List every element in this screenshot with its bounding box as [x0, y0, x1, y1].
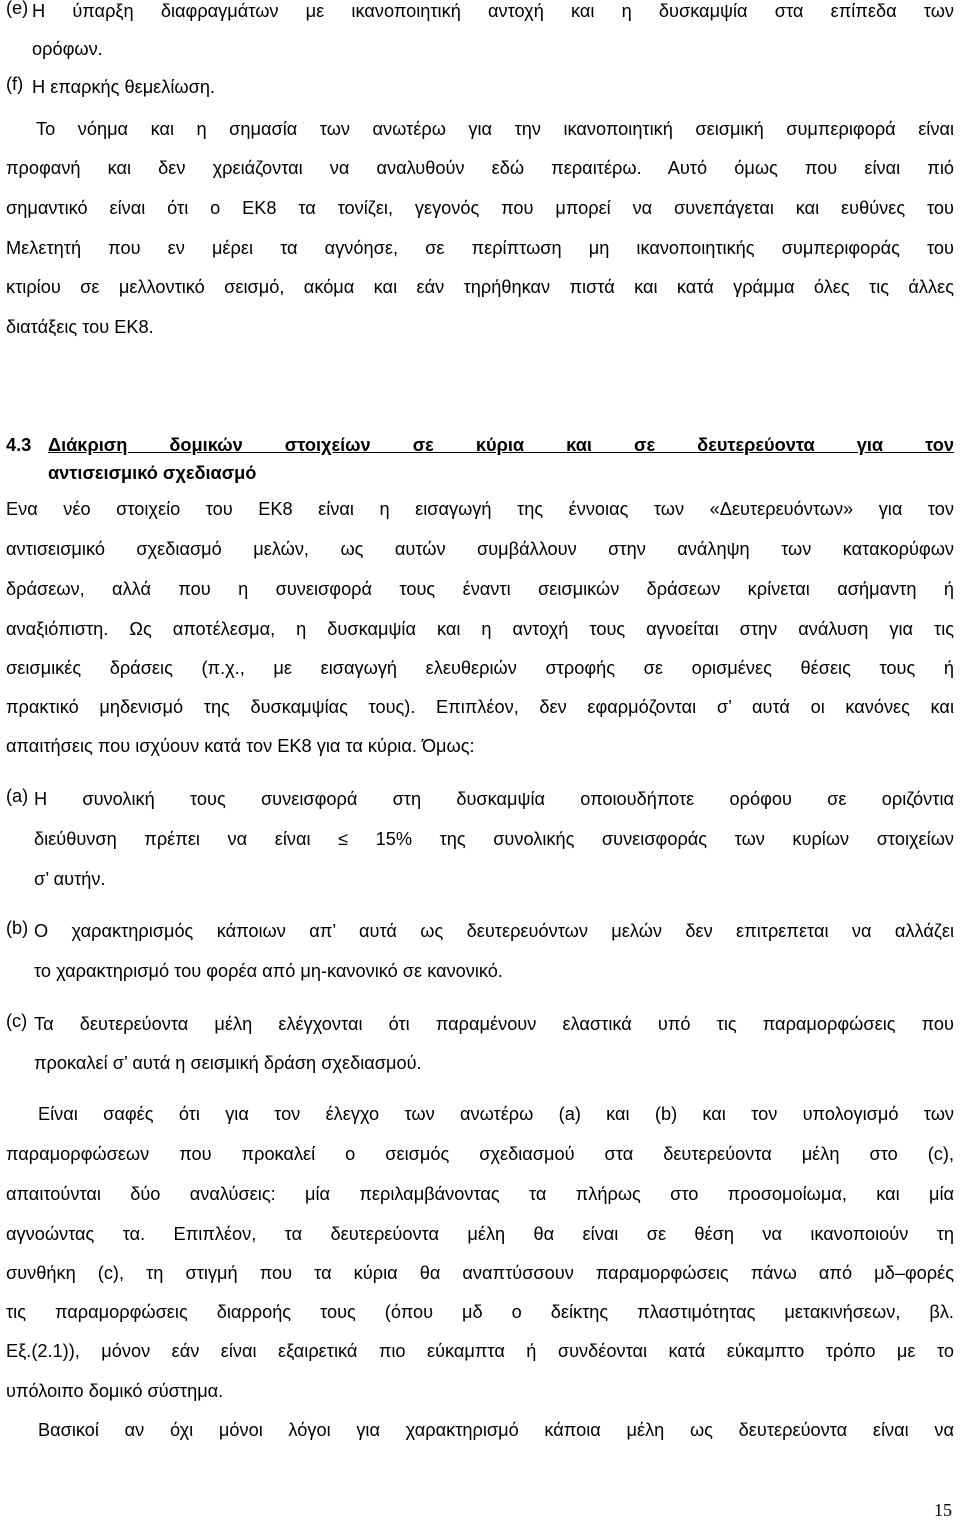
para3-line-7: Εξ.(2.1)), μόνον εάν είναι εξαιρετικά πιο εύκαμπτα ή συνδέονται κατά εύκαμπτο τρόπο με το: [6, 1341, 954, 1361]
item-a-line-2: διεύθυνση πρέπει να είναι ≤ 15% της συνολικής συνεισφοράς των κυρίων στοιχείων: [34, 829, 954, 849]
para2-line-6: πρακτικό μηδενισμό της δυσκαμψίας τους). Επιπλέον, δεν εφαρμόζονται σ’ αυτά οι κανόνες και: [6, 697, 954, 717]
page-number: 15: [934, 1500, 952, 1520]
para3-line-4: αγνοώντας τα. Επιπλέον, τα δευτερεύοντα μέλη θα είναι σε θέση να ικανοποιούν τη: [6, 1224, 954, 1244]
section-title-line-1: Διάκριση δομικών στοιχείων σε κύρια και σε δευτερεύοντα για τον: [48, 435, 954, 455]
section-heading: [6, 432, 954, 458]
para3-line-1: Είναι σαφές ότι για τον έλεγχο των ανωτέρω (a) και (b) και τον υπολογισμό των: [38, 1104, 954, 1124]
item-a-line-3: σ’ αυτήν.: [34, 869, 106, 889]
item-e-line-1: Η ύπαρξη διαφραγμάτων με ικανοποιητική αντοχή και η δυσκαμψία στα επίπεδα των: [32, 1, 954, 21]
para3-line-5: συνθήκη (c), τη στιγμή που τα κύρια θα αναπτύσσουν παραμορφώσεις πάνω από μδ–φορές: [6, 1263, 954, 1283]
para1-line-5: κτιρίου σε μελλοντικό σεισμό, ακόμα και εάν τηρήθηκαν πιστά και κατά γράμμα όλες τις άλλες: [6, 277, 954, 297]
item-a-line-1: Η συνολική τους συνεισφορά στη δυσκαμψία οποιουδήποτε ορόφου σε οριζόντια: [34, 789, 954, 809]
para4-line-1: Βασικοί αν όχι μόνοι λόγοι για χαρακτηρισμό κάποια μέλη ως δευτερεύοντα είναι να: [38, 1420, 954, 1440]
item-a-label: (a): [6, 786, 29, 806]
para1-line-6: διατάξεις του ΕΚ8.: [6, 317, 154, 337]
para2-line-5: σεισμικές δράσεις (π.χ., με εισαγωγή ελευθεριών στροφής σε ορισμένες θέσεις τους ή: [6, 658, 954, 678]
item-c-label: (c): [6, 1011, 28, 1031]
item-e-label: (e): [6, 0, 29, 18]
para2-line-2: αντισεισμικό σχεδιασμό μελών, ως αυτών συμβάλλουν στην ανάληψη των κατακορύφων: [6, 539, 954, 559]
item-c-line-1: Τα δευτερεύοντα μέλη ελέγχονται ότι παραμένουν ελαστικά υπό τις παραμορφώσεις που: [34, 1014, 954, 1034]
section-number: 4.3: [6, 435, 32, 455]
para1-line-4: Μελετητή που εν μέρει τα αγνόησε, σε περίπτωση μη ικανοποιητικής συμπεριφοράς του: [6, 238, 954, 258]
para2-line-1: Ενα νέο στοιχείο του ΕΚ8 είναι η εισαγωγή της έννοιας των «Δευτερευόντων» για τον: [6, 499, 954, 519]
para2-line-4: αναξιόπιστη. Ως αποτέλεσμα, η δυσκαμψία και η αντοχή τους αγνοείται στην ανάλυση για τις: [6, 619, 954, 639]
item-f-text: Η επαρκής θεμελίωση.: [32, 77, 216, 97]
item-b-line-1: Ο χαρακτηρισμός κάποιων απ’ αυτά ως δευτερευόντων μελών δεν επιτρεπεται να αλλάζει: [34, 921, 954, 941]
para3-line-8: υπόλοιπο δομικό σύστημα.: [6, 1381, 224, 1401]
item-b-line-2: το χαρακτηρισμό του φορέα από μη-κανονικό σε κανονικό.: [34, 961, 503, 981]
para1-line-2: προφανή και δεν χρειάζονται να αναλυθούν εδώ περαιτέρω. Αυτό όμως που είναι πιό: [6, 158, 954, 178]
para2-line-7: απαιτήσεις που ισχύουν κατά τον ΕΚ8 για τα κύρια. Όμως:: [6, 736, 475, 756]
para3-line-2: παραμορφώσεων που προκαλεί ο σεισμός σχεδιασμού στα δευτερεύοντα μέλη στο (c),: [6, 1144, 954, 1164]
para1-line-3: σημαντικό είναι ότι ο ΕΚ8 τα τονίζει, γεγονός που μπορεί να συνεπάγεται και ευθύνες του: [6, 198, 954, 218]
item-b-label: (b): [6, 918, 29, 938]
para3-line-3: απαιτούνται δύο αναλύσεις: μία περιλαμβάνοντας τα πλήρως στο προσομοίωμα, και μία: [6, 1184, 954, 1204]
para2-line-3: δράσεων, αλλά που η συνεισφορά τους έναντι σεισμικών δράσεων κρίνεται ασήμαντη ή: [6, 579, 954, 599]
section-title-line-2: αντισεισμικό σχεδιασμό: [48, 463, 257, 483]
item-e-line-2: ορόφων.: [32, 39, 103, 59]
para3-line-6: τις παραμορφώσεις διαρροής τους (όπου μδ ο δείκτης πλαστιμότητας μετακινήσεων, βλ.: [6, 1302, 954, 1322]
item-c-line-2: προκαλεί σ’ αυτά η σεισμική δράση σχεδιασμού.: [34, 1053, 422, 1073]
item-f-label: (f): [6, 74, 24, 94]
para1-line-1: Το νόημα και η σημασία των ανωτέρω για την ικανοποιητική σεισμική συμπεριφορά είναι: [36, 119, 954, 139]
